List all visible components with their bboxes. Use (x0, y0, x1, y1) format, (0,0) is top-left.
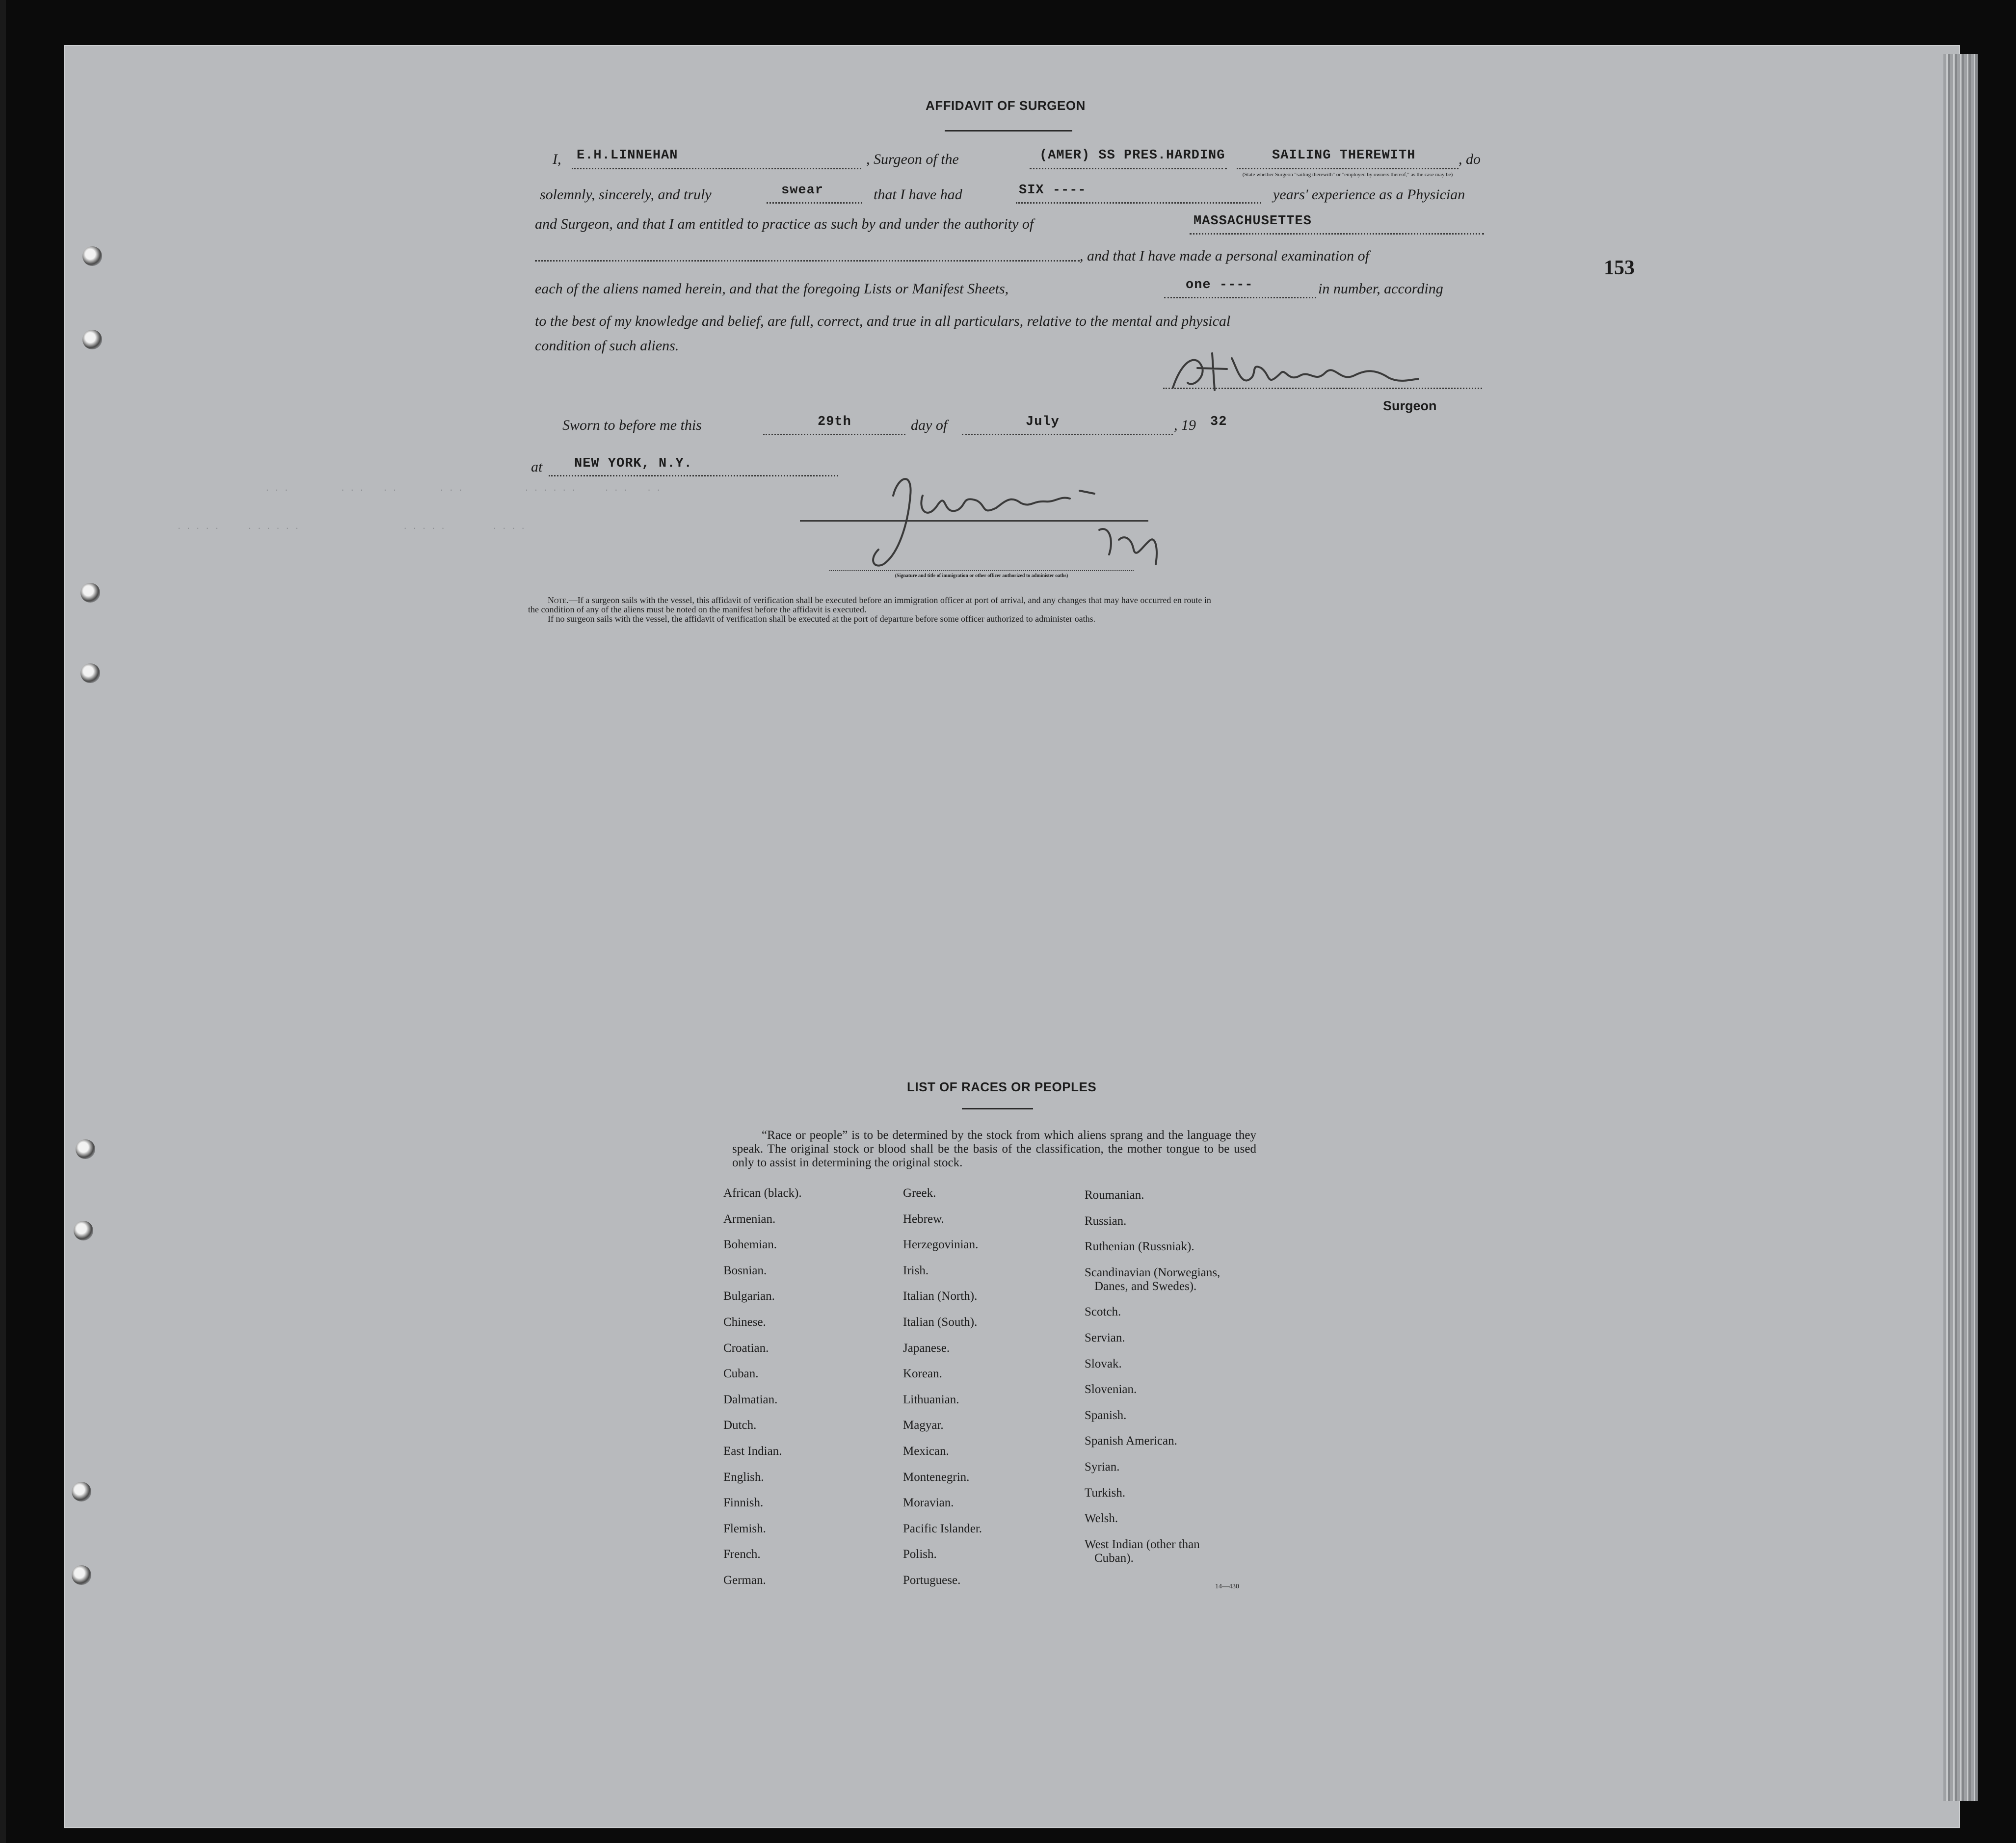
race-item: Servian. (1085, 1331, 1125, 1344)
race-item: French. (723, 1548, 761, 1561)
form-number: 14—430 (1215, 1583, 1239, 1590)
in-number-text: in number, according (1318, 281, 1443, 297)
race-item: Polish. (903, 1548, 937, 1561)
race-item: Finnish. (723, 1496, 764, 1510)
race-item: Slovenian. (1085, 1383, 1137, 1396)
officer-signature (864, 466, 1217, 579)
race-item: Magyar. (903, 1419, 944, 1432)
race-item: Greek. (903, 1186, 936, 1200)
vessel-line (1030, 168, 1227, 169)
race-item: Bulgarian. (723, 1290, 775, 1303)
race-item: Lithuanian. (903, 1393, 959, 1406)
race-item: Portuguese. (903, 1574, 961, 1587)
race-item: East Indian. (723, 1445, 782, 1458)
race-item: Bohemian. (723, 1238, 777, 1252)
page-number: 153 (1604, 257, 1635, 279)
punch-hole (82, 246, 102, 266)
surgeon-label: Surgeon (1383, 398, 1437, 413)
line7-text: condition of such aliens. (535, 338, 679, 354)
race-item: German. (723, 1574, 766, 1587)
authority-continuation-line (535, 260, 1080, 262)
race-item: Korean. (903, 1367, 942, 1381)
race-item: African (black). (723, 1186, 802, 1200)
day-of-text: day of (911, 417, 948, 433)
race-item: Syrian. (1085, 1460, 1120, 1474)
race-item: Spanish. (1085, 1408, 1127, 1422)
affidavit-title: AFFIDAVIT OF SURGEON (926, 98, 1086, 113)
surgeon-signature-line (1163, 388, 1482, 389)
years-line (1016, 202, 1261, 204)
sworn-day: 29th (818, 415, 851, 429)
punch-hole (76, 1139, 95, 1159)
race-item: Spanish American. (1085, 1434, 1177, 1448)
note-text-1: —If a surgeon sails with the vessel, this affidavit of verification shall be executed before an immigration officer at port of arrival, and any changes that may have occurred en route in (568, 595, 1211, 605)
race-item: Pacific Islander. (903, 1522, 982, 1535)
race-item: Italian (South). (903, 1316, 978, 1329)
line4-text: , and that I have made a personal examination of (1080, 248, 1369, 264)
note-label: Note. (548, 595, 569, 605)
line6-text: to the best of my knowledge and belief, are full, correct, and true in all particulars, relative to the mental and physical (535, 313, 1231, 329)
punch-hole (80, 663, 100, 683)
note-block (528, 596, 1480, 624)
race-item: Slovak. (1085, 1357, 1122, 1370)
race-item: Chinese. (723, 1316, 766, 1329)
race-item: Hebrew. (903, 1212, 944, 1226)
sheets-count: one ---- (1186, 278, 1253, 292)
race-item: Dalmatian. (723, 1393, 778, 1406)
race-item: Japanese. (903, 1341, 950, 1355)
experience-text: years' experience as a Physician (1273, 186, 1465, 203)
surgeon-name-line (572, 168, 861, 169)
race-item: Welsh. (1085, 1512, 1118, 1526)
title-underline (945, 130, 1072, 132)
race-item: English. (723, 1470, 764, 1484)
officer-caption: (Signature and title of immigration or other officer authorized to administer oaths) (895, 573, 1068, 579)
sworn-place-line (549, 475, 838, 476)
race-item: Armenian. (723, 1212, 776, 1226)
sailing-instruction: (State whether Surgeon "sailing therewith" or "employed by owners thereof," as the case may be) (1242, 172, 1453, 178)
year-prefix: , 19 (1174, 417, 1196, 433)
race-item: Roumanian. (1085, 1188, 1144, 1202)
race-item: Turkish. (1085, 1486, 1126, 1500)
note-text-3: If no surgeon sails with the vessel, the affidavit of verification shall be executed at the port of departure before some officer authorized to administer oaths. (548, 614, 1096, 624)
race-item: Cuban. (723, 1367, 759, 1381)
officer-signature-line (800, 520, 1148, 522)
surgeon-of-the-text: , Surgeon of the (866, 151, 959, 167)
oath-line (767, 202, 862, 204)
race-item: Bosnian. (723, 1264, 767, 1277)
race-item: Mexican. (903, 1445, 949, 1458)
race-item: Ruthenian (Russniak). (1085, 1240, 1194, 1254)
that-i-have-had-text: that I have had (874, 186, 962, 203)
punch-hole (74, 1221, 93, 1240)
race-item: Scotch. (1085, 1305, 1121, 1319)
race-item: Cuban). (1094, 1551, 1134, 1565)
race-item: Herzegovinian. (903, 1238, 979, 1252)
surgeon-name: E.H.LINNEHAN (577, 148, 678, 163)
surgeon-signature (1168, 348, 1423, 397)
at-text: at (531, 459, 543, 475)
punch-hole (80, 583, 100, 603)
sworn-place: NEW YORK, N.Y. (574, 456, 692, 471)
oath-word: swear (781, 183, 824, 198)
authority-line (1190, 233, 1484, 235)
race-item: Italian (North). (903, 1290, 978, 1303)
bleed-through-marks: · · · · · · · · · · · · · · · · · · · · · · (265, 486, 661, 495)
authority-state: MASSACHUSETTES (1194, 214, 1312, 229)
line5-text: each of the aliens named herein, and that the foregoing Lists or Manifest Sheets, (535, 281, 1009, 297)
races-title-underline (962, 1108, 1033, 1109)
races-title: LIST OF RACES OR PEOPLES (907, 1079, 1097, 1094)
race-item: Croatian. (723, 1341, 769, 1355)
note-text-2: the condition of any of the aliens must be noted on the manifest before the affidavit is executed. (528, 605, 867, 614)
sworn-year: 32 (1210, 415, 1227, 429)
punch-hole (72, 1482, 91, 1501)
race-item: Montenegrin. (903, 1470, 970, 1484)
sworn-text: Sworn to before me this (562, 417, 702, 433)
page-stack-edge (1943, 54, 1978, 1801)
officer-caption-line (829, 570, 1134, 571)
race-item: Moravian. (903, 1496, 954, 1510)
solemnly-text: solemnly, sincerely, and truly (540, 186, 712, 203)
race-item: West Indian (other than (1085, 1537, 1200, 1551)
sworn-month-line (962, 434, 1173, 435)
punch-hole (72, 1565, 91, 1585)
line3-text: and Surgeon, and that I am entitled to practice as such by and under the authority of (535, 216, 1034, 232)
race-item: Flemish. (723, 1522, 766, 1535)
race-item: Irish. (903, 1264, 929, 1277)
sailing-status-line (1237, 168, 1459, 169)
sailing-status: SAILING THEREWITH (1272, 148, 1416, 163)
bleed-through-marks: · · · · · · · · · · · · · · · · · · · · (177, 524, 526, 533)
races-intro: “Race or people” is to be determined by the stock from which aliens sprang and the language they speak. The original stock or blood shall be the basis of the classification, the mother tongue to be used only to assist in determining the original stock. (732, 1129, 1256, 1169)
race-item: Russian. (1085, 1214, 1127, 1228)
race-item: Danes, and Swedes). (1094, 1279, 1197, 1293)
race-item: Dutch. (723, 1419, 757, 1432)
vessel-name: (AMER) SS PRES.HARDING (1039, 148, 1225, 163)
punch-hole (82, 330, 102, 349)
do-text: , do (1459, 151, 1481, 167)
sworn-month: July (1026, 415, 1060, 429)
sworn-day-line (763, 434, 905, 435)
sheets-line (1164, 297, 1316, 298)
race-item: Scandinavian (Norwegians, (1085, 1265, 1220, 1279)
line1-i: I, (553, 151, 561, 167)
years-value: SIX ---- (1019, 183, 1087, 198)
